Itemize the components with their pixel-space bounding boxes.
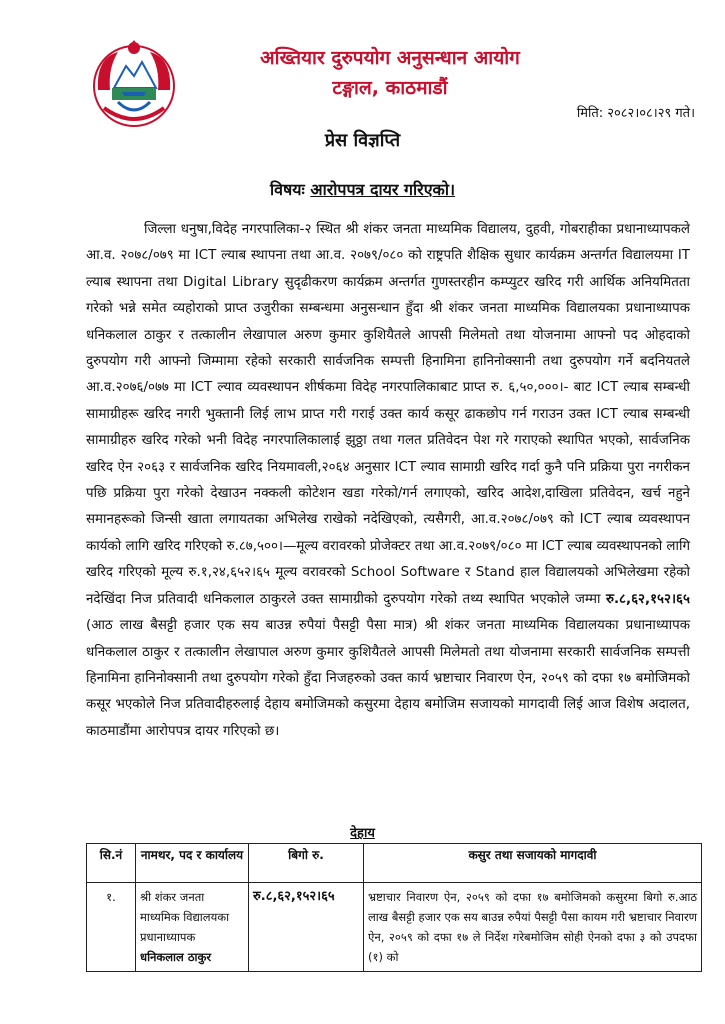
cell-claim: भ्रष्टाचार निवारण ऐन, २०५९ को दफा १७ बमोजिमको कसुरमा बिगो रु.आठ लाख बैसट्टी हजार एक सय बाउन्न रुपैयां पैसट्टी पैसा कायम गरी भ्रष्टाचार निवारण ऐन, २०५९ को दफा १७ ले निर्देश गरेबमोजिम सोही ऐनको दफा ३ को उपदफा (१) को xyxy=(364,883,702,972)
cell-serial: १. xyxy=(87,883,136,972)
nepal-emblem-icon xyxy=(88,38,180,130)
header-name-role: नामथर, पद र कार्यालय xyxy=(136,844,249,883)
schedule-table xyxy=(86,843,702,972)
table-header-row xyxy=(87,844,702,883)
organization-location: टङ्गाल, काठमाडौं xyxy=(332,77,448,99)
press-release-date: मिति: २०८२।०८।२९ गते। xyxy=(576,106,695,121)
subject-label: विषयः xyxy=(269,180,305,199)
schedule-heading: देहाय xyxy=(350,826,375,841)
table-row xyxy=(87,883,702,972)
document-title: प्रेस विज्ञप्ति xyxy=(324,130,401,151)
total-amount: रु.८,६२,१५२।६५ xyxy=(605,591,690,607)
header-amount: बिगो रु. xyxy=(249,844,364,883)
cell-amount: रु.८,६२,१५२।६५ xyxy=(249,883,364,972)
subject-text: आरोपपत्र दायर गरिएको। xyxy=(310,180,456,199)
body-text-part2: (आठ लाख बैसट्टी हजार एक सय बाउन्न रुपैयां पैसट्टी पैसा मात्र) श्री शंकर जनता माध्यमिक विद्यालयका प्रधानाध्यापक धनिकलाल ठाकुर र तत्कालीन लेखापाल अरुण कुमार कुशियैतले आपसी मिलेमतो तथा योजनामा सरकारी सार्वजनिक सम्पत्ती हिनामिना हानिनोक्सानी तथा दुरुपयोग गरेको हुँदा निजहरुको उक्त कार्य भ्रष्टाचार निवारण ऐन, २०५९ को दफा १७ बमोजिमको कसूर भएकोले निज प्रतिवादीहरुलाई देहाय बमोजिमको कसुरमा देहाय बमोजिम सजायको मागदावी लिई आज विशेष अदालत, काठमाडौंमा आरोपपत्र दायर गरिएको छ। xyxy=(86,618,690,739)
header-claim: कसुर तथा सजायको मागदावी xyxy=(364,844,702,883)
defendant-name: धनिकलाल ठाकुर xyxy=(140,950,212,964)
defendant-role: श्री शंकर जनता माध्यमिक विद्यालयका प्रधानाध्यापक xyxy=(140,890,230,944)
subject-line xyxy=(0,178,725,200)
body-text-part1: जिल्ला धनुषा,विदेह नगरपालिका-२ स्थित श्री शंकर जनता माध्यमिक विद्यालय, दुहवी, गोबराहीका प्रधानाध्यापकले आ.व. २०७८/०७९ मा ICT ल्याब स्थापना तथा आ.व. २०७९/०८० को राष्ट्रपति शैक्षिक सुधार कार्यक्रम अन्तर्गत विद्यालयमा IT ल्याब स्थापना तथा Digital Library सुदृढीकरण कार्यक्रम अन्तर्गत गुणस्तरहीन कम्प्युटर खरिद गरी आर्थिक अनियमितता गरेको भन्ने समेत व्यहोराको प्राप्त उजुरीका सम्बन्धमा अनुसन्धान हुँदा श्री शंकर जनता माध्यमिक विद्यालयका प्रधानाध्यापक धनिकलाल ठाकुर र तत्कालीन लेखापाल अरुण कुमार कुशियैतले आपसी मिलेमतो तथा योजनामा आफ्नो पद ओहदाको दुरुपयोग गरी आफ्नो जिम्मामा रहेको सरकारी सार्वजनिक सम्पत्ती हिनामिना हानिनोक्सानी तथा दुरुपयोग गर्ने बदनियतले आ.व.२०७६/०७७ मा ICT ल्याव व्यवस्थापन शीर्षकमा विदेह नगरपालिकाबाट प्राप्त रु. ६,५०,०००।- बाट ICT ल्याब सम्बन्धी सामाग्रीहरू खरिद नगरी भुक्तानी लिई लाभ प्राप्त गरी गराई उक्त कार्य कसूर ढाकछोप गर्न गराउन उक्त ICT ल्याब सम्बन्धी सामाग्रीहरु खरिद गरेको भनी विदेह नगरपालिकालाई झुठ्ठा तथा गलत प्रतिवेदन पेश गरे गराएको स्थापित भएको, सार्वजनिक खरिद ऐन २०६३ र सार्वजनिक खरिद नियमावली,२०६४ अनुसार ICT ल्याव सामाग्री खरिद गर्दा कुनै पनि प्रक्रिया पुरा नगरीकन पछि प्रक्रिया पुरा गरेको देखाउन नक्कली कोटेशन खडा गरेको/गर्न लगाएको, खरिद आदेश,दाखिला प्रतिवेदन, खर्च नहुने समानहरूको जिन्सी खाता लगायतका अभिलेख राखेको नदेखिएको, त्यसैगरी, आ.व.२०७८/०७९ को ICT ल्याब व्यवस्थापन कार्यको लागि खरिद गरिएको रु.८७,५००।—मूल्य वरावरको प्रोजेक्टर तथा आ.व.२०७९/०८० मा ICT ल्याब व्यवस्थापनको लागि खरिद गरिएको मूल्य रु.१,२४,६५२।६५ मूल्य वरावरको School Software र Stand हाल विद्यालयको अभिलेखमा रहेको नदेखिंदा निज प्रतिवादी धनिकलाल ठाकुरले उक्त सामाग्रीको दुरुपयोग गरेको तथ्य स्थापित भएकोले जम्मा xyxy=(86,222,690,607)
organization-name: अख्तियार दुरुपयोग अनुसन्धान आयोग xyxy=(260,47,520,69)
cell-name-role xyxy=(136,883,249,972)
body-paragraph xyxy=(86,217,690,745)
header-serial: सि.नं xyxy=(87,844,136,883)
